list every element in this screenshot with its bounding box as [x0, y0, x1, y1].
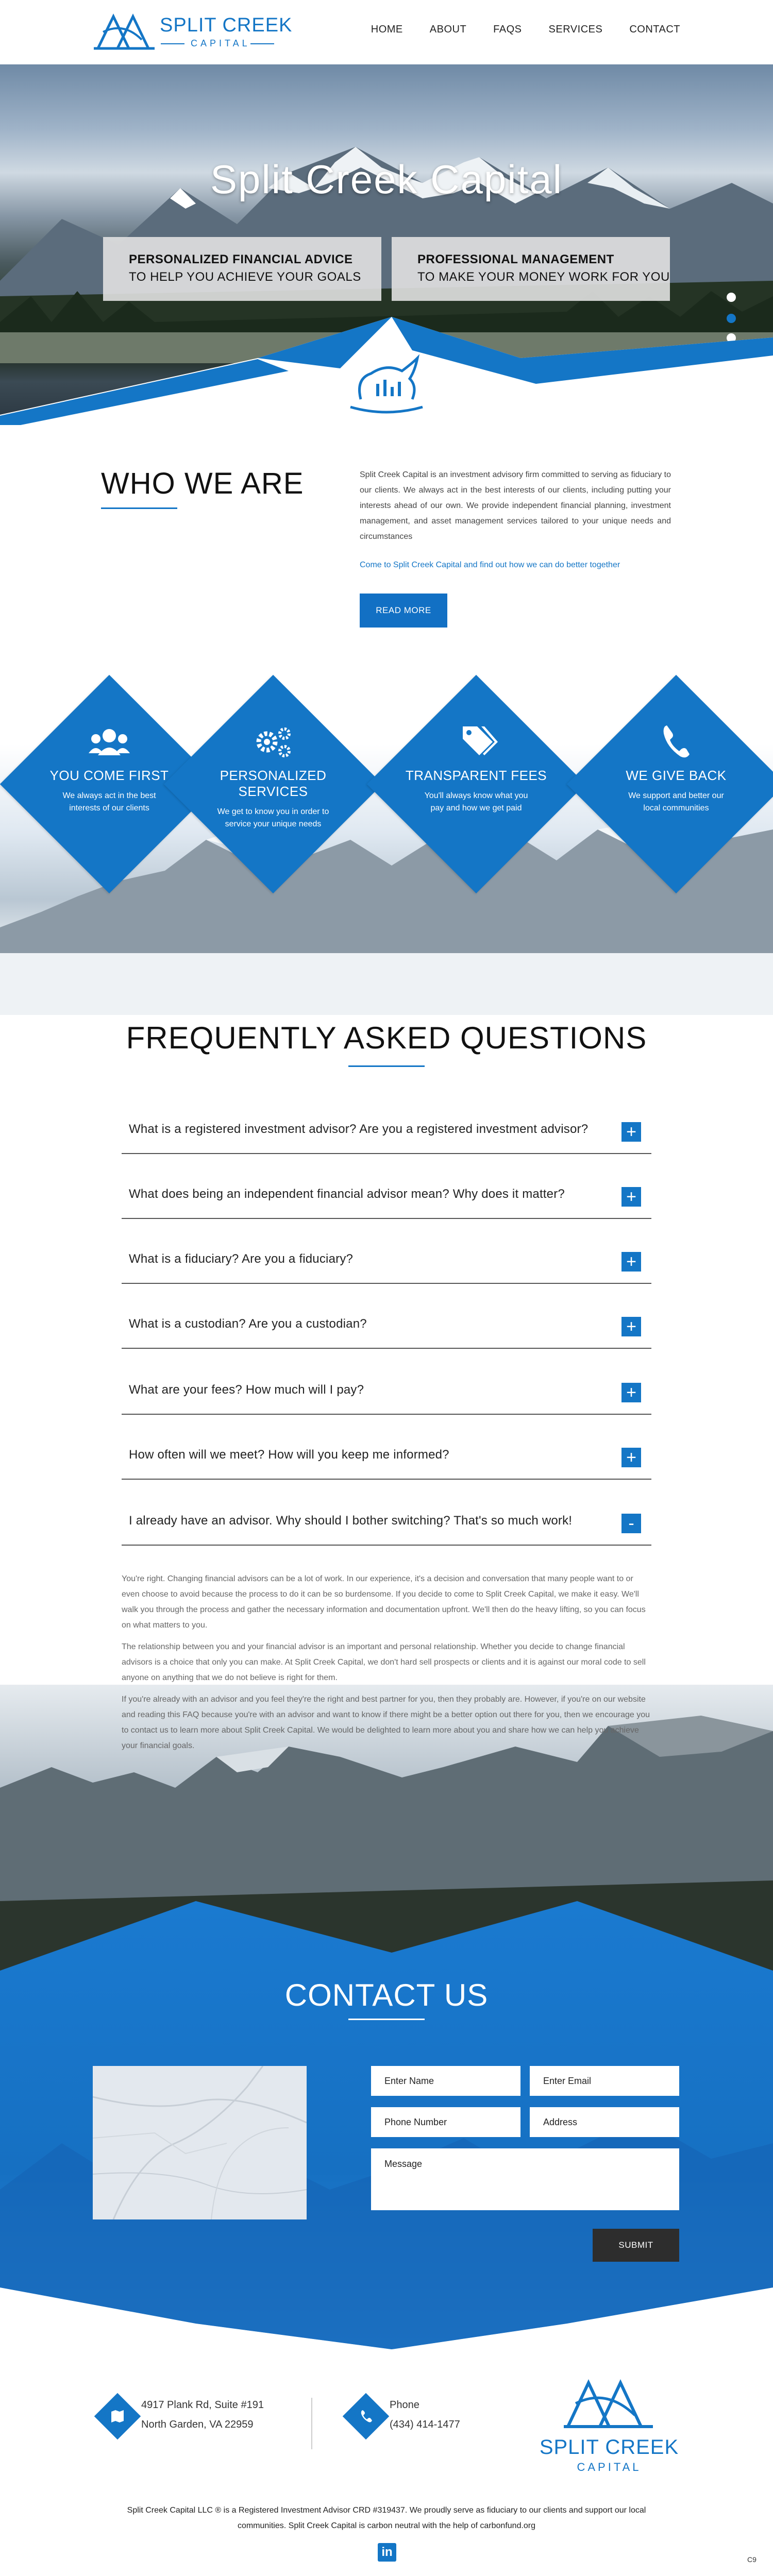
value-personalized-services — [201, 721, 345, 831]
phone-number[interactable]: (434) 414-1477 — [390, 2419, 460, 2430]
nav-faqs[interactable]: FAQS — [493, 24, 522, 35]
heading-underline — [101, 507, 177, 509]
value-title: YOU COME FIRST — [49, 768, 169, 783]
value-title: PERSONALIZED SERVICES — [220, 768, 327, 799]
hero-title: Split Creek Capital — [210, 157, 563, 202]
nav-services[interactable]: SERVICES — [548, 24, 603, 35]
faq-item[interactable] — [122, 1236, 651, 1284]
faq-item[interactable] — [122, 1172, 651, 1219]
footer-disclaimer: Split Creek Capital LLC ® is a Registered Investment Advisor CRD #319437. We proudly serve as fiduciary to our clients and support our local communities. Split Creek Capital is carbon neutral with the help of carbonfund.org — [127, 2506, 646, 2530]
address-line-2: North Garden, VA 22959 — [141, 2419, 254, 2430]
expand-icon[interactable]: + — [621, 1383, 641, 1402]
faq-item[interactable] — [122, 1107, 651, 1154]
site-header — [0, 0, 773, 64]
logo-mark-icon — [93, 11, 157, 53]
faq-answer-paragraph: You're right. Changing financial advisors can be a lot of work. In our experience, it's a decision and conversation that many people want to or even choose to avoid because the process to do it can be so burdensome. If you decide to come to Split Creek Capital, we make it easy. We'll walk you through the process and gather the necessary information and documentation upfront. We'll then do the heavy lifting, so you can focus on what matters to you. — [122, 1574, 646, 1630]
footer-logo-subtitle: CAPITAL — [577, 2461, 642, 2473]
hero-banner — [0, 64, 773, 425]
who-we-are-heading: WHO WE ARE — [101, 467, 304, 500]
who-we-are-link[interactable]: Come to Split Creek Capital and find out how we can do better together — [360, 561, 620, 569]
value-you-come-first — [37, 721, 181, 815]
faq-answer-paragraph: If you're already with an advisor and you feel they're the right and best partner for you, then they probably are. However, if you're on our website and reading this FAQ because you're with an advisor and want to know if there might be a better option out there for you, then we encourage you to contact us to learn more about Split Creek Capital. We would be delighted to learn more about you and share how we can help you achieve your financial goals. — [122, 1695, 650, 1750]
value-transparent-fees — [404, 721, 548, 815]
address-input[interactable] — [530, 2107, 679, 2137]
logo[interactable] — [93, 11, 293, 53]
address-line-1: 4917 Plank Rd, Suite #191 — [141, 2399, 264, 2411]
faq-question: What is a fiduciary? Are you a fiduciary? — [129, 1252, 354, 1266]
linkedin-icon[interactable]: in — [378, 2543, 396, 2562]
faq-question: What does being an independent financial advisor mean? Why does it matter? — [129, 1187, 565, 1201]
value-title: TRANSPARENT FEES — [405, 768, 547, 783]
faq-answer — [122, 1571, 652, 1760]
logo-rule-right — [250, 43, 274, 44]
message-textarea[interactable] — [371, 2148, 679, 2210]
value-text: We support and better our local communities — [628, 791, 724, 812]
logo-rule-left — [161, 43, 184, 44]
users-icon — [37, 721, 181, 762]
contact-heading: CONTACT US — [284, 1978, 489, 2012]
footer-divider — [311, 2398, 312, 2449]
hero-box-subtitle: TO MAKE YOUR MONEY WORK FOR YOU — [417, 270, 670, 284]
expand-icon[interactable]: + — [621, 1448, 641, 1467]
phone-input[interactable] — [371, 2107, 520, 2137]
faq-question: How often will we meet? How will you keep me informed? — [129, 1448, 449, 1462]
faq-question: What are your fees? How much will I pay? — [129, 1383, 364, 1397]
nav-about[interactable]: ABOUT — [429, 24, 467, 35]
faq-question: What is a registered investment advisor? Are you a registered investment advisor? — [129, 1122, 589, 1136]
gears-icon — [201, 721, 345, 762]
map-roads-icon — [93, 2066, 307, 2219]
nav-home[interactable]: HOME — [371, 24, 403, 35]
nav-contact[interactable]: CONTACT — [629, 24, 680, 35]
collapse-icon[interactable]: - — [621, 1514, 641, 1533]
tags-icon — [404, 721, 548, 762]
hero-box-advice — [103, 237, 381, 301]
faq-item[interactable] — [122, 1301, 651, 1349]
faq-item[interactable] — [122, 1432, 651, 1480]
value-title: WE GIVE BACK — [626, 768, 727, 783]
map-fold-icon — [110, 2409, 125, 2424]
faq-question: I already have an advisor. Why should I bother switching? That's so much work! — [129, 1514, 573, 1528]
phone-icon — [604, 721, 748, 762]
phone-label: Phone — [390, 2399, 419, 2411]
phone-icon — [358, 2409, 374, 2424]
submit-button[interactable]: SUBMIT — [593, 2229, 679, 2262]
value-we-give-back — [604, 721, 748, 815]
hero-box-subtitle: TO HELP YOU ACHIEVE YOUR GOALS — [129, 270, 361, 284]
expand-icon[interactable]: + — [621, 1187, 641, 1207]
main-nav — [371, 24, 680, 36]
logo-subtitle: CAPITAL — [191, 38, 250, 48]
footer-code: C9 — [747, 2555, 757, 2564]
read-more-button[interactable]: READ MORE — [360, 594, 447, 628]
who-we-are-text: Split Creek Capital is an investment advisory firm committed to serving as fiduciary to our clients. We always act in the best interests of our clients, including putting your interests ahead of our own. We provide independent financial planning, investment management, and asset management services tailored to your unique needs and circumstances — [360, 470, 671, 541]
footer-logo-mark-icon — [563, 2375, 656, 2432]
faq-item[interactable] — [122, 1367, 651, 1415]
hero-box-title: PROFESSIONAL MANAGEMENT — [417, 252, 614, 266]
faq-question: What is a custodian? Are you a custodian? — [129, 1317, 367, 1331]
expand-icon[interactable]: + — [621, 1252, 641, 1272]
faq-heading: FREQUENTLY ASKED QUESTIONS — [126, 1021, 647, 1055]
name-input[interactable] — [371, 2066, 520, 2096]
hero-box-title: PERSONALIZED FINANCIAL ADVICE — [129, 252, 353, 266]
value-text: You'll always know what you pay and how we get paid — [424, 791, 528, 812]
value-text: We get to know you in order to service your unique needs — [217, 807, 329, 828]
heading-underline — [348, 1065, 425, 1067]
footer-logo-wordmark: SPLIT CREEK — [539, 2436, 679, 2459]
email-input[interactable] — [530, 2066, 679, 2096]
hero-box-management — [392, 237, 670, 301]
expand-icon[interactable]: + — [621, 1317, 641, 1336]
faq-answer-paragraph: The relationship between you and your financial advisor is an important and personal relationship. Whether you decide to change financial advisors is a choice that only you can make. At Split Creek Capital, we don't hard sell prospects or clients and it is against our moral code to sell anyone on anything that we do not believe is right for them. — [122, 1642, 646, 1682]
value-text: We always act in the best interests of our clients — [62, 791, 156, 812]
expand-icon[interactable]: + — [621, 1122, 641, 1142]
faq-item-expanded[interactable] — [122, 1498, 651, 1546]
heading-underline — [348, 2019, 425, 2020]
logo-wordmark: SPLIT CREEK — [160, 14, 293, 36]
footer-logo[interactable] — [537, 2375, 681, 2478]
location-map[interactable] — [93, 2066, 307, 2219]
bull-emblem-icon — [340, 343, 433, 420]
